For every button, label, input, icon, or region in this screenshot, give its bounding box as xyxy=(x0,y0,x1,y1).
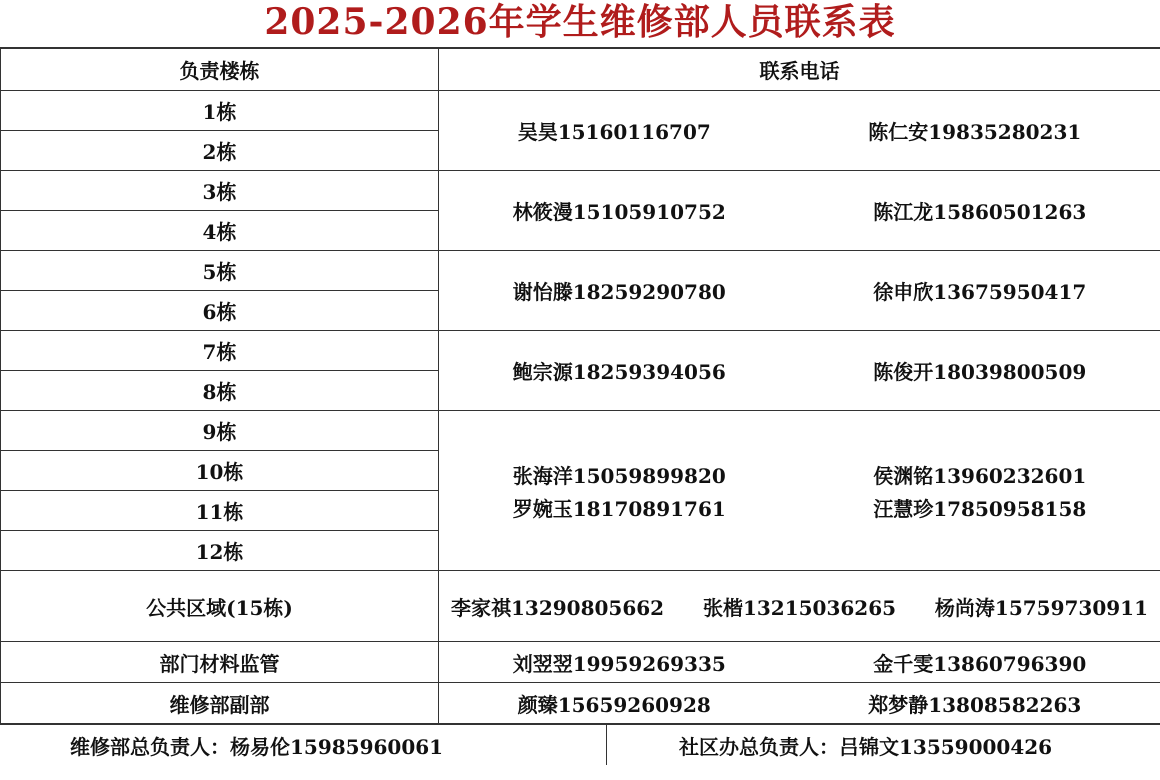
table-row xyxy=(1,411,1160,451)
public-area-label: 公共区域(15栋) xyxy=(1,571,439,642)
building-cell: 7栋 xyxy=(1,331,439,371)
building-cell: 5栋 xyxy=(1,251,439,291)
header-phone: 联系电话 xyxy=(439,49,1160,91)
contact-cell xyxy=(439,683,1160,724)
contact-entry: 鲍宗源18259394056 xyxy=(512,360,726,384)
contact-cell xyxy=(439,91,1160,171)
contact-entry: 林筱漫15105910752 xyxy=(512,200,726,224)
contact-entry: 杨尚涛15759730911 xyxy=(934,595,1148,620)
table-row xyxy=(1,91,1160,131)
table-row xyxy=(1,171,1160,211)
table-header-row xyxy=(1,49,1160,91)
contact-entry: 陈仁安19835280231 xyxy=(868,120,1082,144)
table-row xyxy=(1,331,1160,371)
contact-entry: 谢怡滕18259290780 xyxy=(512,280,726,304)
contact-table xyxy=(0,48,1160,724)
contact-entry: 张海洋15059899820 xyxy=(512,463,726,488)
contact-entry: 郑梦静13808582263 xyxy=(868,692,1082,717)
table-row xyxy=(1,251,1160,291)
contact-entry: 汪慧珍17850958158 xyxy=(873,496,1087,521)
materials-label: 部门材料监管 xyxy=(1,642,439,683)
table-row-public-area xyxy=(1,571,1160,642)
contact-cell xyxy=(439,642,1160,683)
building-cell: 1栋 xyxy=(1,91,439,131)
contact-entry: 罗婉玉18170891761 xyxy=(512,496,726,521)
building-cell: 2栋 xyxy=(1,131,439,171)
building-cell: 9栋 xyxy=(1,411,439,451)
contact-entry: 张楷13215036265 xyxy=(702,595,897,620)
contact-entry: 金千雯13860796390 xyxy=(873,651,1087,676)
footer-repair-head: 维修部总负责人：杨易伦15985960061 xyxy=(0,725,607,765)
contact-cell xyxy=(439,251,1160,331)
contact-entry: 徐申欣13675950417 xyxy=(873,280,1087,304)
footer-community-head: 社区办总负责人：吕锦文13559000426 xyxy=(679,734,1053,759)
contact-entry: 陈江龙15860501263 xyxy=(873,200,1087,224)
contact-cell xyxy=(439,571,1160,642)
contact-cell xyxy=(439,411,1160,571)
building-cell: 12栋 xyxy=(1,531,439,571)
table-row-vice xyxy=(1,683,1160,724)
header-building: 负责楼栋 xyxy=(1,49,439,91)
table-row-materials xyxy=(1,642,1160,683)
page-title: 2025-2026年学生维修部人员联系表 xyxy=(0,0,1160,48)
building-cell: 6栋 xyxy=(1,291,439,331)
contact-cell xyxy=(439,331,1160,411)
building-cell: 8栋 xyxy=(1,371,439,411)
contact-entry: 陈俊开18039800509 xyxy=(873,360,1087,384)
contact-entry: 颜臻15659260928 xyxy=(517,692,711,717)
building-cell: 10栋 xyxy=(1,451,439,491)
building-cell: 11栋 xyxy=(1,491,439,531)
contact-entry: 侯渊铭13960232601 xyxy=(873,463,1087,488)
contact-entry: 吴昊15160116707 xyxy=(517,120,711,144)
vice-label: 维修部副部 xyxy=(1,683,439,724)
contact-entry: 李家祺13290805662 xyxy=(451,595,665,620)
contact-cell xyxy=(439,171,1160,251)
building-cell: 4栋 xyxy=(1,211,439,251)
contact-entry: 刘翌翌19959269335 xyxy=(512,651,726,676)
building-cell: 3栋 xyxy=(1,171,439,211)
footer xyxy=(0,724,1160,765)
